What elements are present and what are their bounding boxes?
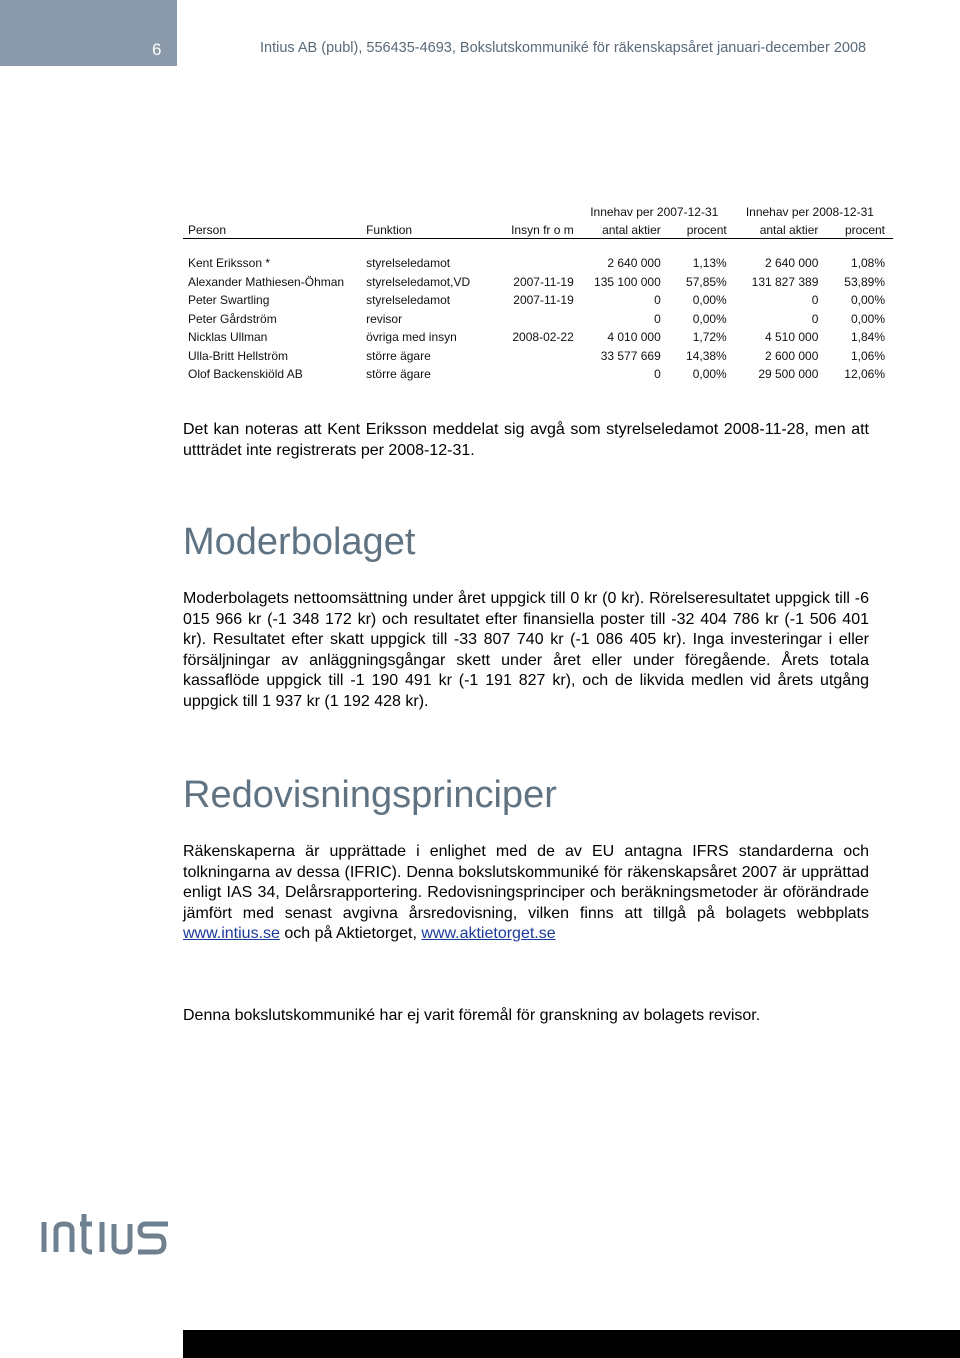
section-title-redovisningsprinciper: Redovisningsprinciper [183, 774, 557, 816]
cell-shares-2007: 0 [654, 293, 661, 308]
cell-shares-2007: 0 [654, 311, 661, 326]
cell-shares-2008: 0 [811, 293, 819, 308]
table-row [183, 347, 893, 366]
cell-shares-2007: 4 010 000 [607, 330, 661, 345]
cell-shares-2008: 0 [811, 311, 819, 326]
moderbolaget-paragraph: Moderbolagets nettoomsättning under året uppgick till 0 kr (0 kr). Rörelseresultatet uppgick till -6 015 966 kr (-1 348 172 kr) och resultatet efter finansiella poster till -32 404 786 kr (-1 506 401 kr). Resultatet efter skatt uppgick till -33 807 740 kr (-1 086 405 kr). Inga investeringar i eller försäljningar av anläggningsgångar skett under året eller under föregående. Årets totala kassaflöde uppgick till -1 190 491 kr (-1 191 827 kr), och de likvida medlen vid årets utgång uppgick till 1 937 kr (1 192 428 kr). [183, 590, 869, 710]
cell-person: Ulla-Britt Hellström [188, 348, 289, 363]
cell-function: styrelseledamot,VD [366, 274, 471, 289]
table-row [183, 328, 893, 347]
cell-shares-2007: 135 100 000 [594, 274, 661, 289]
column-header-percent-2008: procent [844, 222, 885, 237]
table-row [183, 291, 893, 310]
cell-percent-2007: 0,00% [692, 293, 727, 308]
cell-percent-2007: 0,00% [692, 367, 727, 382]
cell-insider-from [488, 365, 582, 384]
section-title-moderbolaget: Moderbolaget [183, 521, 416, 563]
cell-shares-2007: 33 577 669 [600, 348, 661, 363]
cell-function: revisor [366, 311, 403, 326]
table-row [183, 310, 893, 329]
cell-function: styrelseledamot [366, 293, 451, 308]
page-number-box [0, 0, 177, 66]
intius-logo [38, 1210, 188, 1258]
group-header-2008: Innehav per 2008-12-31 [745, 205, 874, 219]
aktietorget-website-link[interactable]: www.aktietorget.se [421, 925, 556, 942]
cell-percent-2008: 1,06% [850, 348, 885, 363]
column-header-percent-2007: procent [686, 222, 727, 237]
column-header-person: Person [188, 222, 227, 237]
cell-insider-from [488, 310, 582, 329]
cell-function: större ägare [366, 367, 431, 382]
cell-insider-from: 2007-11-19 [513, 274, 574, 289]
cell-insider-from: 2007-11-19 [513, 293, 574, 308]
footer-bar [183, 1330, 960, 1358]
page-header-title: Intius AB (publ), 556435-4693, Bokslutskommuniké för räkenskapsåret januari-december 2008 [260, 40, 867, 56]
table-group-header-row [183, 203, 893, 221]
cell-function: styrelseledamot [366, 256, 451, 271]
group-header-2007: Innehav per 2007-12-31 [590, 205, 719, 219]
cell-percent-2008: 0,00% [850, 311, 885, 326]
cell-person: Peter Gårdström [188, 311, 277, 326]
cell-shares-2008: 131 827 389 [751, 274, 819, 289]
cell-insider-from [488, 347, 582, 366]
table-row [183, 254, 893, 273]
cell-function: större ägare [366, 348, 431, 363]
cell-insider-from: 2008-02-22 [512, 330, 574, 345]
cell-function: övriga med insyn [366, 330, 457, 345]
page-number: 6 [152, 40, 162, 59]
cell-percent-2008: 1,84% [850, 330, 885, 345]
cell-percent-2008: 12,06% [844, 367, 885, 382]
cell-shares-2008: 2 600 000 [765, 348, 819, 363]
table-row [183, 365, 893, 384]
column-header-insider-from: Insyn fr o m [511, 222, 574, 237]
cell-shares-2007: 2 640 000 [607, 256, 661, 271]
cell-percent-2007: 14,38% [686, 348, 727, 363]
cell-percent-2007: 1,72% [692, 330, 727, 345]
cell-person: Kent Eriksson * [188, 256, 271, 271]
column-header-shares-2008: antal aktier [759, 222, 819, 237]
redovisning-paragraph [183, 842, 869, 945]
cell-insider-from [488, 254, 582, 273]
cell-percent-2007: 0,00% [692, 311, 727, 326]
cell-percent-2008: 1,08% [850, 256, 885, 271]
redovisning-text-start: Räkenskaperna är upprättade i enlighet med de av EU antagna IFRS standarderna och tolkningarna av dessa (IFRIC). Denna bokslutskommuniké för räkenskapsåret 2007 är upprättad enligt IAS 34, Delårsrapportering. Redovisningsprinciper och beräkningsmetoder är oförändrade jämfört med senast avgivna årsredovisning, vilken finns att tillgå på bolagets webbplats [183, 843, 869, 922]
insider-holdings-table [183, 203, 893, 384]
intius-website-link[interactable]: www.intius.se [183, 925, 280, 942]
cell-shares-2008: 2 640 000 [765, 256, 819, 271]
column-header-function: Funktion [366, 222, 413, 237]
table-body [183, 254, 893, 384]
cell-percent-2007: 57,85% [686, 274, 727, 289]
cell-shares-2007: 0 [654, 367, 661, 382]
table-header-row [183, 221, 893, 239]
audit-statement: Denna bokslutskommuniké har ej varit föremål för granskning av bolagets revisor. [183, 1007, 761, 1024]
cell-percent-2008: 0,00% [850, 293, 885, 308]
cell-person: Alexander Mathiesen-Öhman [188, 274, 345, 289]
table-row [183, 273, 893, 292]
cell-shares-2008: 4 510 000 [765, 330, 819, 345]
cell-person: Peter Swartling [188, 293, 270, 308]
note-paragraph: Det kan noteras att Kent Eriksson meddelat sig avgå som styrelseledamot 2008-11-28, men att uttträdet inte registrerats per 2008-12-31. [183, 421, 869, 459]
cell-person: Olof Backenskiöld AB [188, 367, 303, 382]
cell-person: Nicklas Ullman [188, 330, 268, 345]
cell-percent-2007: 1,13% [692, 256, 727, 271]
cell-shares-2008: 29 500 000 [758, 367, 819, 382]
cell-percent-2008: 53,89% [844, 274, 885, 289]
redovisning-text-mid: och på Aktietorget, [279, 925, 422, 942]
column-header-shares-2007: antal aktier [602, 222, 661, 237]
